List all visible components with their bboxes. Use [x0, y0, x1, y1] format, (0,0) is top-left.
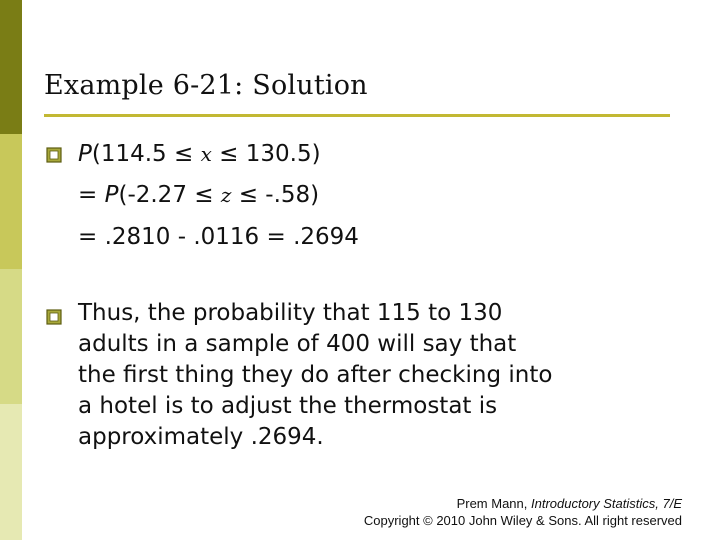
conclusion-line-2: adults in a sample of 400 will say that [78, 331, 517, 357]
variable-x: x [200, 142, 212, 166]
footer-author: Prem Mann, Introductory Statistics, 7/E [456, 496, 682, 511]
slide-title: Example 6-21: Solution [44, 70, 368, 101]
equation-line-1: P(114.5 ≤ x ≤ 130.5) [78, 141, 321, 167]
title-underline [44, 114, 670, 117]
square-bullet-icon [46, 147, 62, 163]
footer-copyright: Copyright © 2010 John Wiley & Sons. All right reserved [363, 513, 682, 528]
conclusion-line-5: approximately .2694. [78, 424, 324, 450]
probability-function: P [78, 141, 92, 167]
book-title: Introductory Statistics, 7/E [530, 496, 682, 511]
equation-line-3: = .2810 - .0116 = .2694 [78, 224, 359, 250]
sidebar-stripe-pale [0, 404, 22, 540]
probability-function: P [104, 182, 119, 208]
square-bullet-icon [46, 309, 62, 325]
conclusion-line-1: Thus, the probability that 115 to 130 [78, 300, 503, 326]
sidebar-stripe-light [0, 269, 22, 404]
conclusion-line-4: a hotel is to adjust the thermostat is [78, 393, 498, 419]
variable-z: z [220, 183, 232, 207]
sidebar-stripe-mid [0, 134, 22, 269]
conclusion-line-3: the first thing they do after checking into [78, 362, 553, 388]
equation-line-2: = P(-2.27 ≤ z ≤ -.58) [78, 182, 320, 208]
sidebar-stripe-dark [0, 0, 22, 134]
